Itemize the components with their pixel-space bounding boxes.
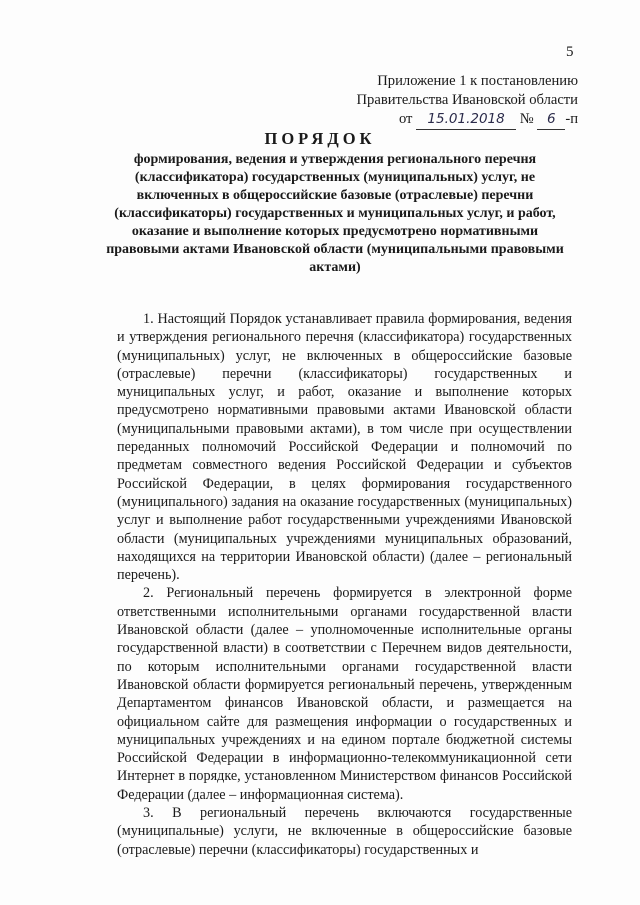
paragraph-3: 3. В региональный перечень включаются государственные (муниципальные) услуги, не включенные в общероссийские базовые (отраслевые) перечни (классификаторы) государственных и	[117, 805, 572, 858]
document-title: ПОРЯДОК	[264, 129, 376, 148]
appendix-line-1: Приложение 1 к постановлению	[377, 73, 578, 89]
document-body	[117, 310, 572, 859]
paragraph-1: 1. Настоящий Порядок устанавливает правила формирования, ведения и утверждения регионального перечня (классификатора) государственных (муниципальных) услуг, не включенных в общероссийские базовые (отраслевые) перечни (классификаторы) государственных и муниципальных услуг, и работ, оказание и выполнение которых предусмотрено нормативными правовыми актами Ивановской области (муниципальными правовыми актами), в том числе при осуществлении переданных полномочий Российской Федерации и полномочий по предметам совместного ведения Российской Федерации и субъектов Российской Федерации, в целях формирования государственного (муниципального) задания на оказание государственных (муниципальных) услуг и выполнение работ государственными учреждениями Ивановской области (муниципальных учреждениями муниципальных образований, находящихся на территории Ивановской области) (далее – региональный перечень).	[117, 311, 572, 584]
handwritten-number: 6	[537, 110, 565, 130]
appendix-reference	[357, 72, 578, 130]
appendix-line-2: Правительства Ивановской области	[356, 92, 578, 108]
appendix-line-3	[357, 110, 578, 130]
number-suffix: -п	[565, 111, 578, 127]
document-subtitle: формирования, ведения и утверждения регионального перечня (классификатора) государственных (муниципальных) услуг, не включенных в общероссийские базовые (отраслевые) перечни (классификаторы) государственных и муниципальных услуг, и работ, оказание и выполнение которых предусмотрено нормативными правовыми актами Ивановской области (муниципальными правовыми актами)	[106, 152, 564, 275]
from-label: от	[398, 111, 413, 127]
handwritten-date: 15.01.2018	[416, 110, 516, 130]
paragraph-2: 2. Региональный перечень формируется в электронной форме ответственными исполнительными органами государственной власти Ивановской области (далее – уполномоченные исполнительные органы государственной власти) в соответствии с Перечнем видов деятельности, по которым исполнительными органами государственной власти Ивановской области формируется региональный перечень, утвержденным Департаментом финансов Ивановской области, и размещается на официальном сайте для размещения информации о государственных и муниципальных учреждениях и на едином портале бюджетной системы Российской Федерации в информационно-телекоммуникационной сети Интернет в порядке, установленном Министерством финансов Российской Федерации (далее – информационная система).	[117, 585, 572, 803]
page-number: 5	[566, 44, 574, 60]
number-label: №	[519, 111, 534, 127]
